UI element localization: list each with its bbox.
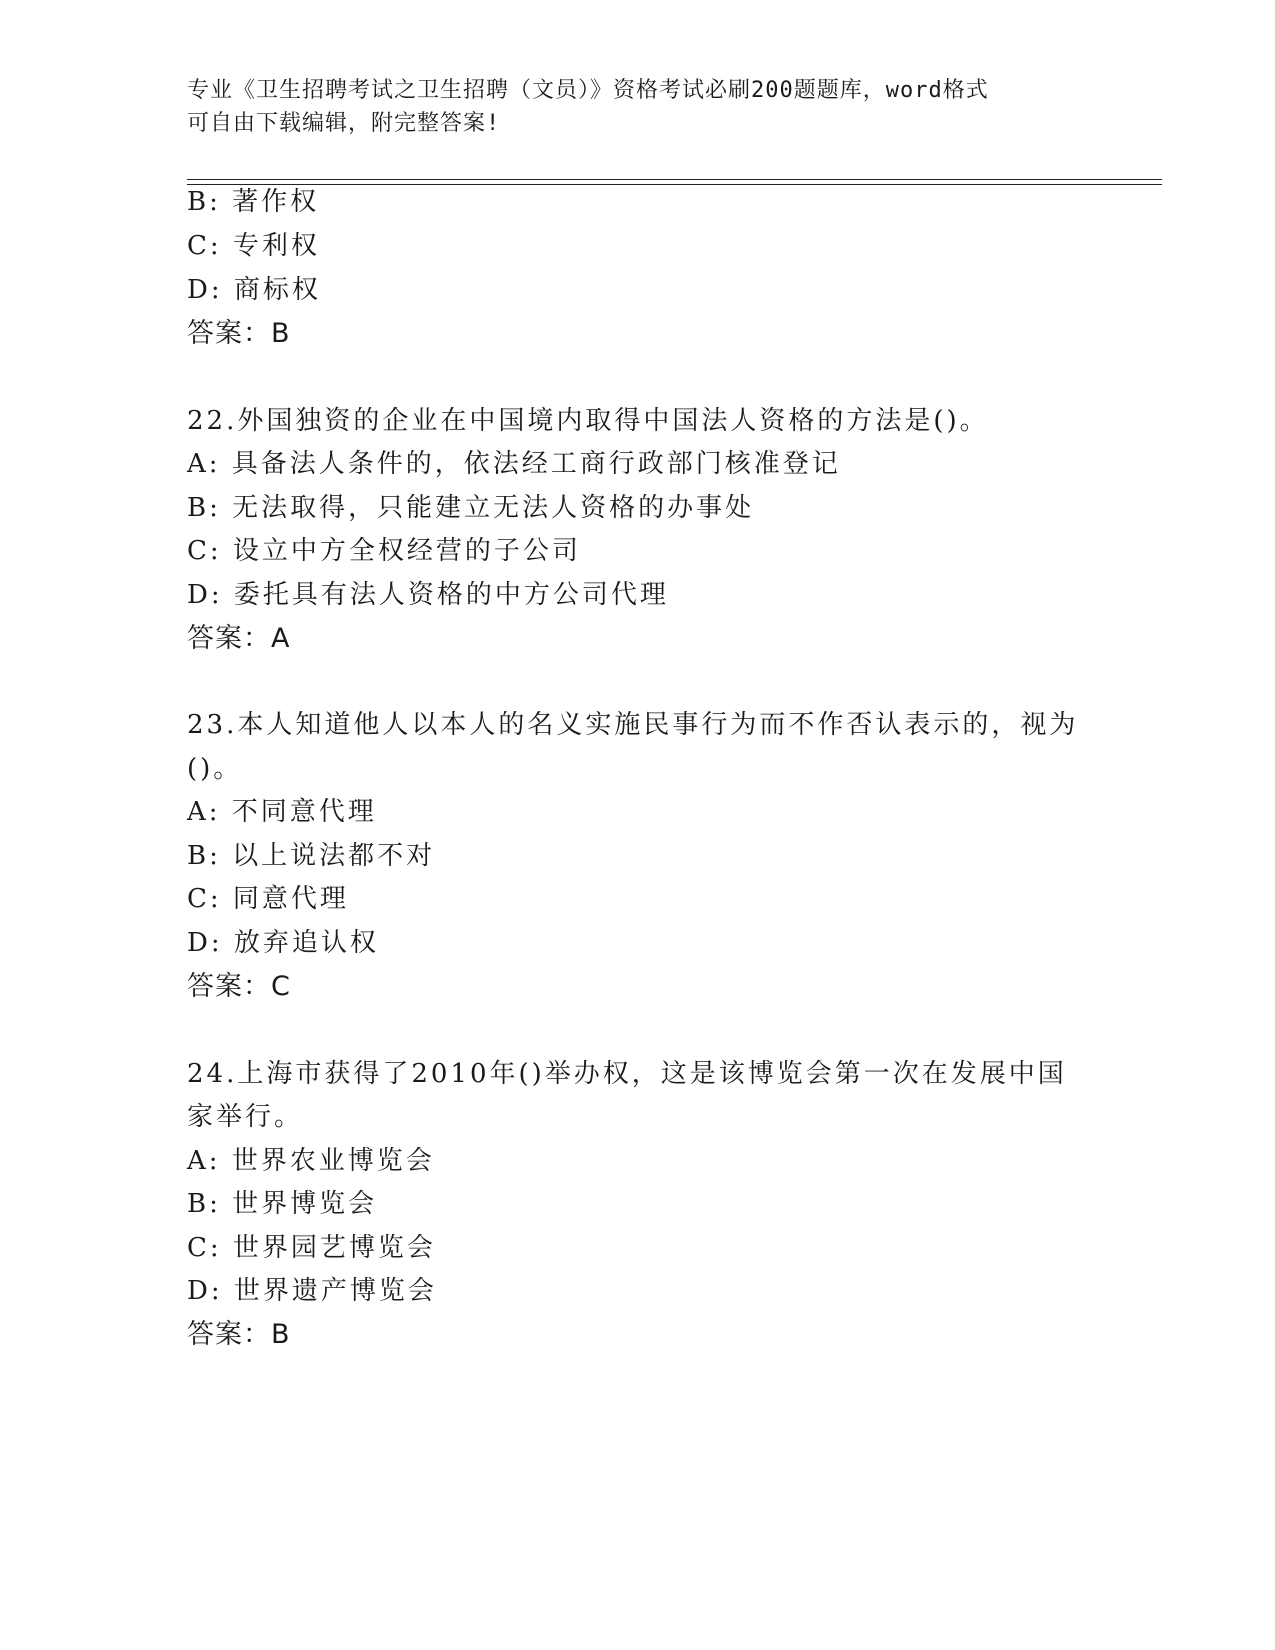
q23-option-a: A: 不同意代理 xyxy=(187,797,377,827)
q24-answer: 答案：B xyxy=(187,1319,291,1350)
q24-option-b: B: 世界博览会 xyxy=(187,1189,378,1219)
q22-question: 22.外国独资的企业在中国境内取得中国法人资格的方法是()。 xyxy=(187,406,989,436)
q21-answer: 答案：B xyxy=(187,318,291,349)
header-divider-bottom xyxy=(187,184,1162,185)
q24-option-c: C: 世界园艺博览会 xyxy=(187,1233,436,1263)
q23-option-b: B: 以上说法都不对 xyxy=(187,841,436,871)
q21-option-b: B: 著作权 xyxy=(187,187,320,217)
q24-question-line-1: 24.上海市获得了2010年()举办权，这是该博览会第一次在发展中国 xyxy=(187,1059,1067,1089)
q22-option-d: D: 委托具有法人资格的中方公司代理 xyxy=(187,580,669,610)
q22-answer: 答案：A xyxy=(187,623,291,654)
q23-question-line-2: ()。 xyxy=(187,754,243,784)
header-divider-top xyxy=(187,179,1162,180)
document-header xyxy=(187,74,1067,140)
q21-option-d: D: 商标权 xyxy=(187,275,321,305)
q23-answer: 答案：C xyxy=(187,971,291,1002)
q24-option-a: A: 世界农业博览会 xyxy=(187,1146,435,1176)
header-line-1: 专业《卫生招聘考试之卫生招聘（文员）》资格考试必刷200题题库，word格式 xyxy=(187,78,989,103)
q22-option-a: A: 具备法人条件的，依法经工商行政部门核准登记 xyxy=(187,449,841,479)
header-line-2: 可自由下载编辑，附完整答案! xyxy=(187,111,501,136)
q24-question-line-2: 家举行。 xyxy=(187,1102,304,1132)
q22-option-b: B: 无法取得，只能建立无法人资格的办事处 xyxy=(187,493,755,523)
q23-option-c: C: 同意代理 xyxy=(187,884,349,914)
q21-option-c: C: 专利权 xyxy=(187,231,320,261)
q23-option-d: D: 放弃追认权 xyxy=(187,928,379,958)
q23-question-line-1: 23.本人知道他人以本人的名义实施民事行为而不作否认表示的，视为 xyxy=(187,710,1079,740)
q24-option-d: D: 世界遗产博览会 xyxy=(187,1276,437,1306)
q22-option-c: C: 设立中方全权经营的子公司 xyxy=(187,536,581,566)
